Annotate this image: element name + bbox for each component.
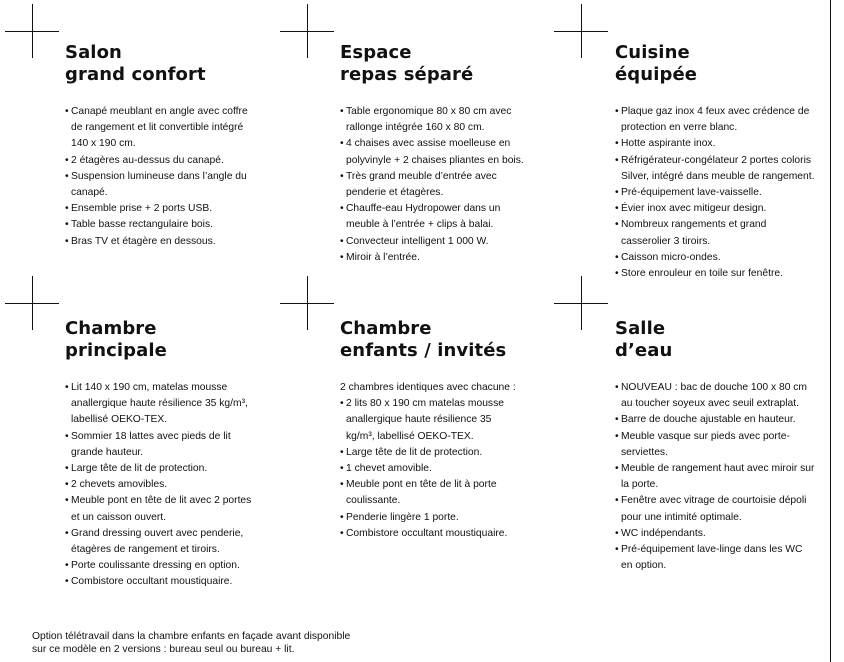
list-item: • Hotte aspirante inox. <box>615 136 815 152</box>
list-item: • NOUVEAU : bac de douche 100 x 80 cm au toucher soyeux avec seuil extraplat. <box>615 380 815 412</box>
crosshair-mark <box>280 276 334 330</box>
list-item: • 2 lits 80 x 190 cm matelas mousse anallergique haute résilience 35 kg/m³, labellisé OEKO-TEX. <box>340 396 520 445</box>
section-chambre-enfants <box>340 318 555 542</box>
feature-list <box>65 380 259 591</box>
list-item: • 4 chaises avec assise moelleuse en polyvinyle + 2 chaises pliantes en bois. <box>340 136 530 168</box>
section-title: Salle d’eau <box>615 318 673 361</box>
list-item: • Table ergonomique 80 x 80 cm avec rallonge intégrée 160 x 80 cm. <box>340 104 530 136</box>
list-item: • Large tête de lit de protection. <box>65 461 259 477</box>
list-item: • Réfrigérateur-congélateur 2 portes coloris Silver, intégré dans meuble de rangement. <box>615 153 815 185</box>
feature-list <box>340 396 520 542</box>
list-item: • Bras TV et étagère en dessous. <box>65 234 280 250</box>
crosshair-mark <box>280 4 334 58</box>
section-title: Chambre enfants / invités <box>340 318 507 361</box>
list-item: • Pré-équipement lave-linge dans les WC en option. <box>615 542 815 574</box>
list-item: • Plaque gaz inox 4 feux avec crédence de protection en verre blanc. <box>615 104 815 136</box>
list-item: • Suspension lumineuse dans l’angle du canapé. <box>65 169 259 201</box>
list-item: • 2 chevets amovibles. <box>65 477 259 493</box>
list-item: • Évier inox avec mitigeur design. <box>615 201 815 217</box>
list-item: • WC indépendants. <box>615 526 815 542</box>
crosshair-mark <box>554 276 608 330</box>
section-cuisine <box>615 42 830 282</box>
list-item: • 1 chevet amovible. <box>340 461 520 477</box>
list-item: • Sommier 18 lattes avec pieds de lit grande hauteur. <box>65 429 259 461</box>
list-item: • Ensemble prise + 2 ports USB. <box>65 201 280 217</box>
feature-list <box>615 104 815 282</box>
list-item: • Nombreux rangements et grand casserolier 3 tiroirs. <box>615 217 815 249</box>
section-espace-repas <box>340 42 555 266</box>
list-item: • Combistore occultant moustiquaire. <box>340 526 520 542</box>
footer-note: Option télétravail dans la chambre enfants en façade avant disponible sur ce modèle en 2 versions : bureau seul ou bureau + lit. <box>32 631 351 655</box>
list-item: • Porte coulissante dressing en option. <box>65 558 259 574</box>
list-item: • Meuble de rangement haut avec miroir sur la porte. <box>615 461 815 493</box>
list-item: • Pré-équipement lave-vaisselle. <box>615 185 815 201</box>
list-item: • Miroir à l’entrée. <box>340 250 530 266</box>
crosshair-mark <box>5 4 59 58</box>
section-title: Espace repas séparé <box>340 42 474 85</box>
list-item: • Penderie lingère 1 porte. <box>340 510 520 526</box>
list-item: • Large tête de lit de protection. <box>340 445 520 461</box>
crosshair-mark <box>554 4 608 58</box>
list-item: • Meuble pont en tête de lit avec 2 portes et un caisson ouvert. <box>65 493 259 525</box>
list-item: • Meuble vasque sur pieds avec porte-serviettes. <box>615 429 815 461</box>
list-item: • Lit 140 x 190 cm, matelas mousse anallergique haute résilience 35 kg/m³, labellisé OEKO-TEX. <box>65 380 259 429</box>
list-item: • Meuble pont en tête de lit à porte coulissante. <box>340 477 520 509</box>
list-item: • 2 étagères au-dessus du canapé. <box>65 153 280 169</box>
section-title: Salon grand confort <box>65 42 206 85</box>
list-item: • Très grand meuble d’entrée avec penderie et étagères. <box>340 169 530 201</box>
section-title: Chambre principale <box>65 318 167 361</box>
list-item: • Chauffe-eau Hydropower dans un meuble à l’entrée + clips à balai. <box>340 201 530 233</box>
list-item: • Convecteur intelligent 1 000 W. <box>340 234 530 250</box>
list-item: • Fenêtre avec vitrage de courtoisie dépoli pour une intimité optimale. <box>615 493 815 525</box>
page-edge-rule <box>830 0 831 662</box>
list-item: • Caisson micro-ondes. <box>615 250 815 266</box>
section-intro: 2 chambres identiques avec chacune : <box>340 382 516 393</box>
list-item: • Grand dressing ouvert avec penderie, étagères de rangement et tiroirs. <box>65 526 259 558</box>
feature-list <box>340 104 530 266</box>
crosshair-mark <box>5 276 59 330</box>
section-title: Cuisine équipée <box>615 42 698 85</box>
list-item: • Barre de douche ajustable en hauteur. <box>615 412 815 428</box>
list-item: • Store enrouleur en toile sur fenêtre. <box>615 266 815 282</box>
section-salle-eau <box>615 318 830 574</box>
feature-list <box>615 380 815 574</box>
list-item: • Table basse rectangulaire bois. <box>65 217 280 233</box>
list-item: • Combistore occultant moustiquaire. <box>65 574 259 590</box>
list-item: • Canapé meublant en angle avec coffre de rangement et lit convertible intégré 140 x 190 cm. <box>65 104 259 153</box>
feature-list <box>65 104 280 250</box>
section-salon <box>65 42 280 250</box>
section-chambre-principale <box>65 318 280 591</box>
